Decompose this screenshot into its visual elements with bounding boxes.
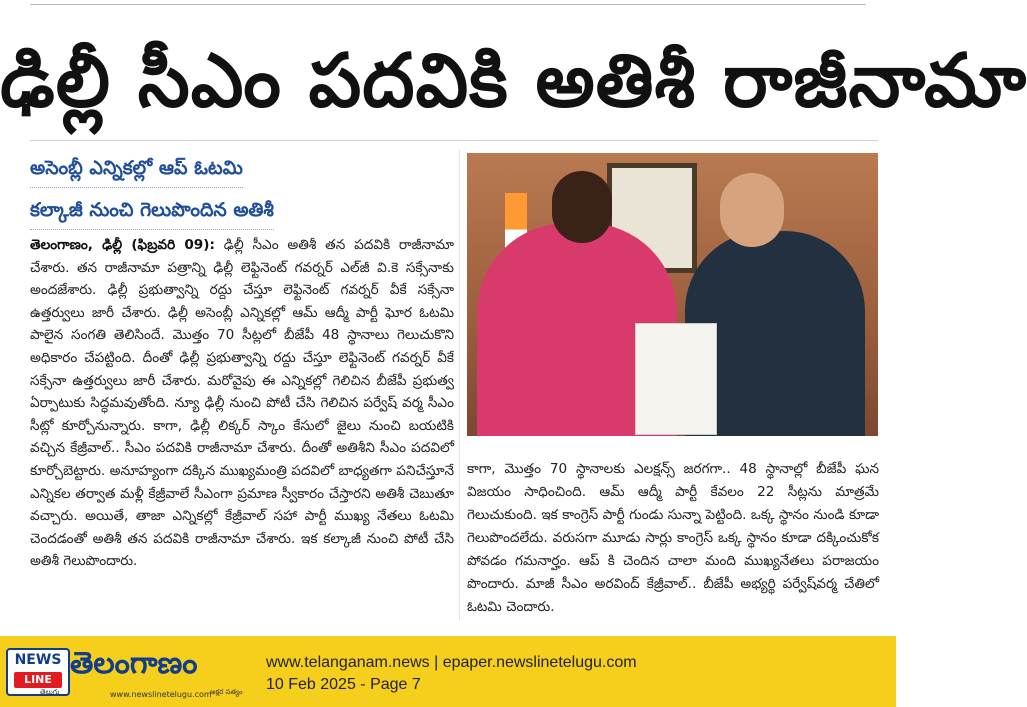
footer-links[interactable]: www.telanganam.news | epaper.newslinetelugu.com	[266, 654, 637, 671]
person-right-head	[720, 173, 784, 247]
article-column-left	[30, 234, 454, 573]
article-column-right: కాగా, మొత్తం 70 స్థానాలకు ఎలక్షన్స్ జరగగా.. 48 స్థానాల్లో బీజేపీ ఘన విజయం సాధించింది. ఆమ్ ఆద్మీ పార్టీ కేవలం 22 సీట్లను మాత్రమే గెలుచుకుంది. ఇక కాంగ్రెస్ పార్టీ గుండు సున్నా పెట్టింది. ఒక్క స్థానం నుండి కూడా గెలుపొందలేదు. వరుసగా మూడు సార్లు కాంగ్రెస్ ఒక్క స్థానం కూడా దక్కించుకోక పోవడం గమనార్హం. ఆప్ కి చెందిన చాలా మంది ముఖ్యనేతలు పరాజయం పొందారు. మాజీ సీఎం అరవింద్ కేజ్రీవాల్.. బీజేపీ అభ్యర్థి పర్వేష్‌వర్మ చేతిలో ఓటమి చెందారు.	[467, 461, 879, 615]
subheading-1: అసెంబ్లీ ఎన్నికల్లో ఆప్ ఓటమి	[30, 157, 243, 188]
logo-sub-text: తెలుగు	[40, 688, 60, 696]
resignation-letter	[635, 323, 717, 435]
footer-bar	[0, 636, 896, 707]
subheading-2: కల్కాజీ నుంచి గెలుపొందిన అతిశీ	[30, 199, 274, 230]
column-divider	[459, 150, 460, 620]
logo-line-text: LINE	[14, 672, 62, 688]
dateline: తెలంగాణం, ఢిల్లీ (ఫిబ్రవరి 09):	[30, 237, 215, 253]
telanganam-logo: తెలంగాణం	[70, 646, 198, 681]
headline-divider	[30, 140, 878, 141]
newsline-logo	[6, 648, 70, 696]
headline: ఢిల్లీ సీఎం పదవికి అతిశీ రాజీనామా	[0, 38, 1027, 124]
logo-tagline: అక్షర సత్యం	[210, 688, 243, 696]
person-left-head	[552, 171, 612, 243]
top-rule	[30, 4, 866, 5]
logo-news-text: NEWS	[14, 652, 62, 668]
logo-site-text: www.newslinetelugu.com	[110, 690, 212, 699]
news-photo	[467, 153, 878, 436]
footer-date-page: 10 Feb 2025 - Page 7	[266, 676, 421, 693]
article-text-left: ఢిల్లీ సీఎం అతిశీ తన పదవికి రాజీనామా చేశారు. తన రాజీనామా పత్రాన్ని ఢిల్లీ లెఫ్టినెంట్ గవర్నర్ ఎల్‌జీ వి.కె సక్సేనాకు అందజేశారు. ఢిల్లీ ప్రభుత్వాన్ని రద్దు చేస్తూ లెఫ్టినెంట్ గవర్నర్ వీకే సక్సేనా ఉత్తర్వులు జారీ చేశారు. ఢిల్లీ అసెంబ్లీ ఎన్నికల్లో ఆమ్ ఆద్మీ పార్టీ ఘోర ఓటమి పాలైన సంగతి తెలిసిందే. మొత్తం 70 సీట్లలో బీజేపీ 48 స్థానాలు గెలుచుకొని అధికారం చేపట్టింది. దీంతో ఢిల్లీ ప్రభుత్వాన్ని రద్దు చేస్తూ లెఫ్టినెంట్ గవర్నర్ వీకే సక్సేనా ఉత్తర్వులు జారీ చేశారు. మరోవైపు ఈ ఎన్నికల్లో గెలిచిన బీజేపీ ప్రభుత్వ ఏర్పాటుకు సిద్ధమవుతోంది. న్యూ ఢిల్లీ నుంచి పోటీ చేసి గెలిచిన పర్వేష్ వర్మ సీఎం సీట్లో కూర్చోనున్నారు. కాగా, ఢిల్లీ లిక్కర్ స్కాం కేసులో జైలు నుంచి బయటికి వచ్చిన కేజ్రీవాల్.. సీఎం పదవికి రాజీనామా చేశారు. దీంతో అతిశీని సీఎం పదవిలో కూర్చోబెట్టారు. అనూహ్యంగా దక్కిన ముఖ్యమంత్రి పదవిలో బాధ్యతగా పనిచేస్తూనే ఎన్నికల తర్వాత మళ్లీ కేజ్రీవాలే సీఎంగా ప్రమాణ స్వీకారం చేస్తారని అతిశీ చెబుతూ వచ్చారు. అయితే, తాజా ఎన్నికల్లో కేజ్రీవాల్ సహా పార్టీ ముఖ్య నేతలు ఓటమి చెందడంతో అతిశీ తన పదవికి రాజీనామా చేశారు. ఇక కల్కాజీ నుంచి పోటీ చేసి అతిశీ గెలుపొందారు.	[30, 237, 455, 570]
